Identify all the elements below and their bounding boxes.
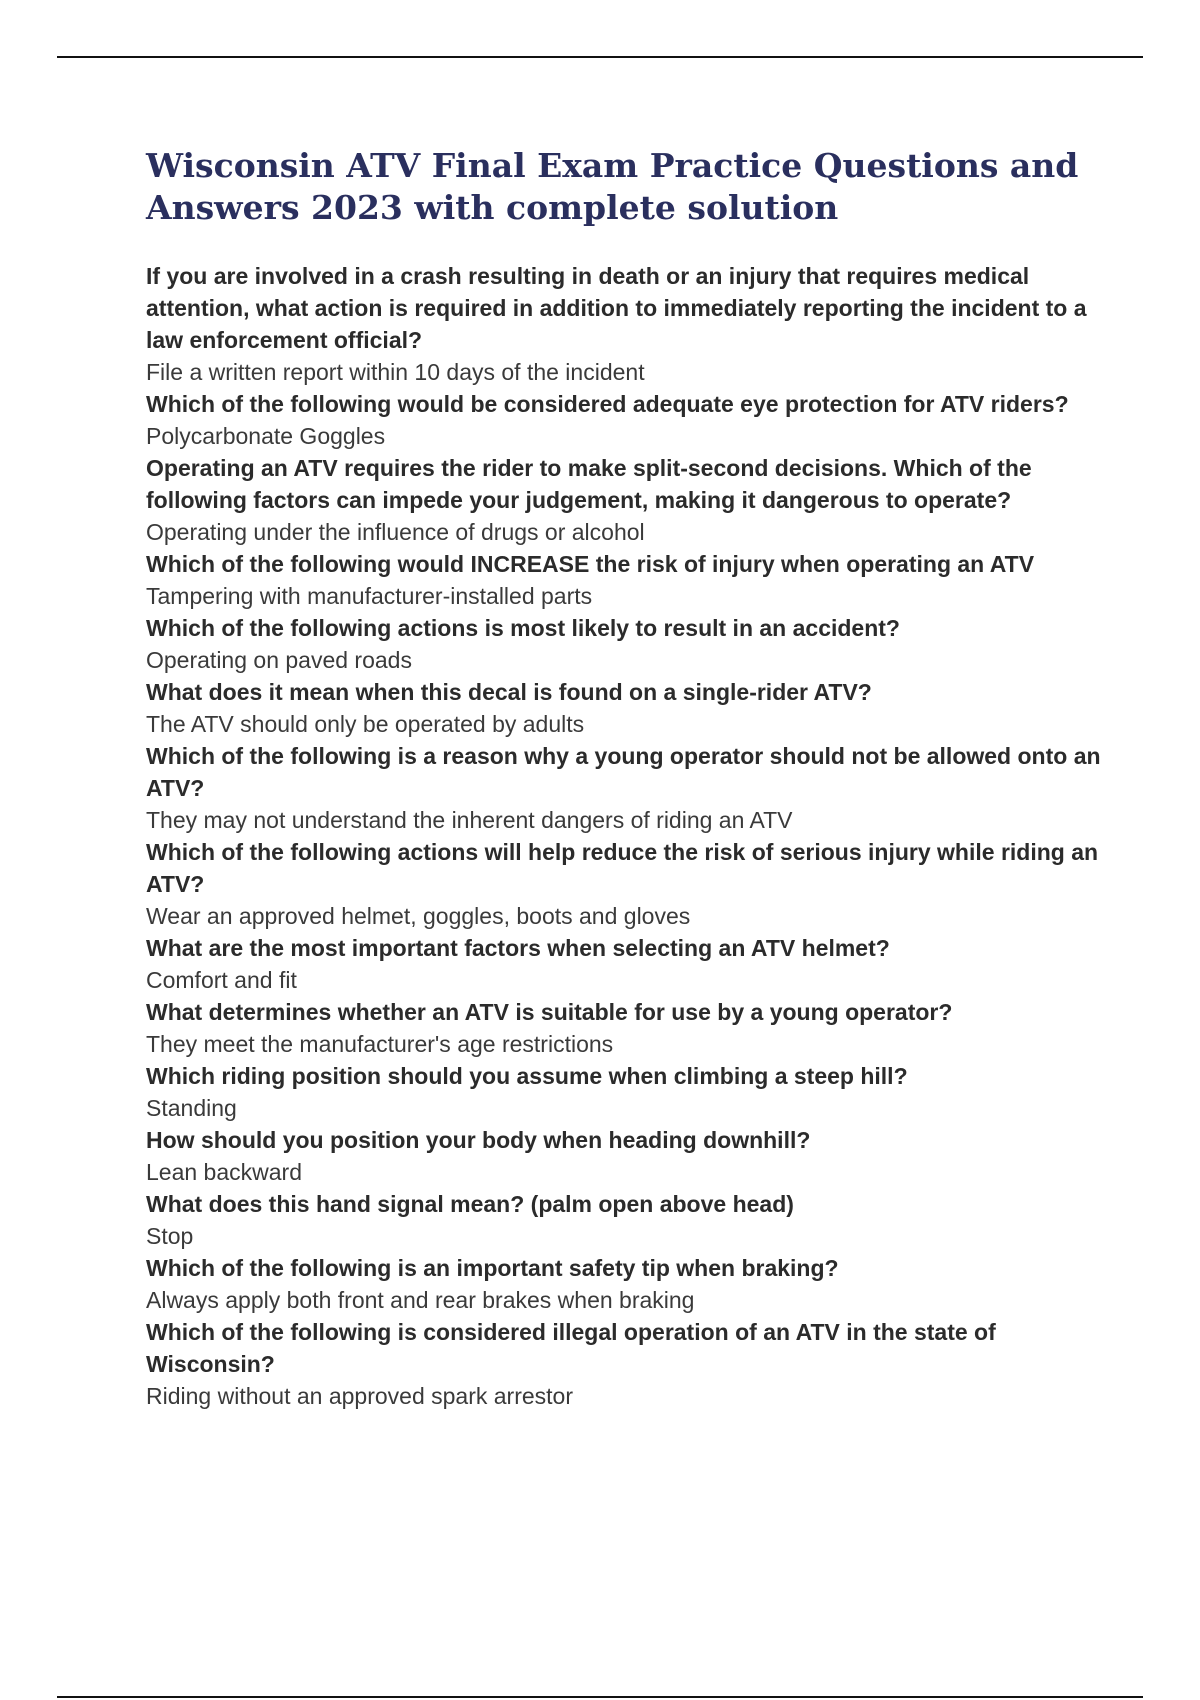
bottom-rule (57, 1696, 1143, 1698)
question-text: Which of the following would INCREASE the risk of injury when operating an ATV (146, 551, 1035, 577)
answer-text: File a written report within 10 days of the incident (146, 359, 645, 385)
top-rule (57, 56, 1143, 58)
question-text: Which of the following actions will help reduce the risk of serious injury while riding an ATV? (146, 839, 1099, 897)
qa-item (146, 260, 1106, 388)
answer-text: Operating under the influence of drugs or alcohol (146, 519, 645, 545)
question-text: What determines whether an ATV is suitable for use by a young operator? (146, 999, 953, 1025)
answer-text: Lean backward (146, 1159, 302, 1185)
question-text: What does it mean when this decal is found on a single-rider ATV? (146, 679, 872, 705)
question-text: What does this hand signal mean? (palm open above head) (146, 1191, 794, 1217)
question-text: What are the most important factors when selecting an ATV helmet? (146, 935, 890, 961)
qa-item (146, 1188, 1106, 1252)
answer-text: Stop (146, 1223, 194, 1249)
answer-text: Wear an approved helmet, goggles, boots and gloves (146, 903, 691, 929)
answer-text: Tampering with manufacturer-installed parts (146, 583, 593, 609)
answer-text: Comfort and fit (146, 967, 297, 993)
qa-item (146, 1060, 1106, 1124)
answer-text: They may not understand the inherent dangers of riding an ATV (146, 807, 793, 833)
answer-text: They meet the manufacturer's age restrictions (146, 1031, 614, 1057)
page-title: Wisconsin ATV Final Exam Practice Questions and Answers 2023 with complete solution (146, 146, 1079, 227)
answer-text: The ATV should only be operated by adults (146, 711, 585, 737)
answer-text: Riding without an approved spark arrestor (146, 1383, 574, 1409)
qa-item (146, 1124, 1106, 1188)
question-text: Which riding position should you assume when climbing a steep hill? (146, 1063, 908, 1089)
question-text: Which of the following is an important safety tip when braking? (146, 1255, 839, 1281)
question-text: Operating an ATV requires the rider to make split-second decisions. Which of the following factors can impede your judgement, making it dangerous to operate? (146, 455, 1032, 513)
answer-text: Polycarbonate Goggles (146, 423, 386, 449)
question-text: Which of the following is considered illegal operation of an ATV in the state of Wisconsin? (146, 1319, 996, 1377)
question-text: If you are involved in a crash resulting in death or an injury that requires medical attention, what action is required in addition to immediately reporting the incident to a law enforcement official? (146, 263, 1087, 353)
answer-text: Operating on paved roads (146, 647, 412, 673)
question-text: Which of the following is a reason why a young operator should not be allowed onto an ATV? (146, 743, 1101, 801)
qa-list (146, 260, 1106, 1412)
qa-item (146, 740, 1106, 836)
qa-item (146, 1252, 1106, 1316)
qa-item (146, 1316, 1106, 1412)
qa-item (146, 932, 1106, 996)
qa-item (146, 996, 1106, 1060)
answer-text: Always apply both front and rear brakes when braking (146, 1287, 695, 1313)
question-text: Which of the following would be considered adequate eye protection for ATV riders? (146, 391, 1069, 417)
qa-item (146, 676, 1106, 740)
qa-item (146, 452, 1106, 548)
question-text: Which of the following actions is most likely to result in an accident? (146, 615, 900, 641)
qa-item (146, 836, 1106, 932)
qa-item (146, 548, 1106, 612)
answer-text: Standing (146, 1095, 237, 1121)
question-text: How should you position your body when heading downhill? (146, 1127, 811, 1153)
qa-item (146, 388, 1106, 452)
qa-item (146, 612, 1106, 676)
